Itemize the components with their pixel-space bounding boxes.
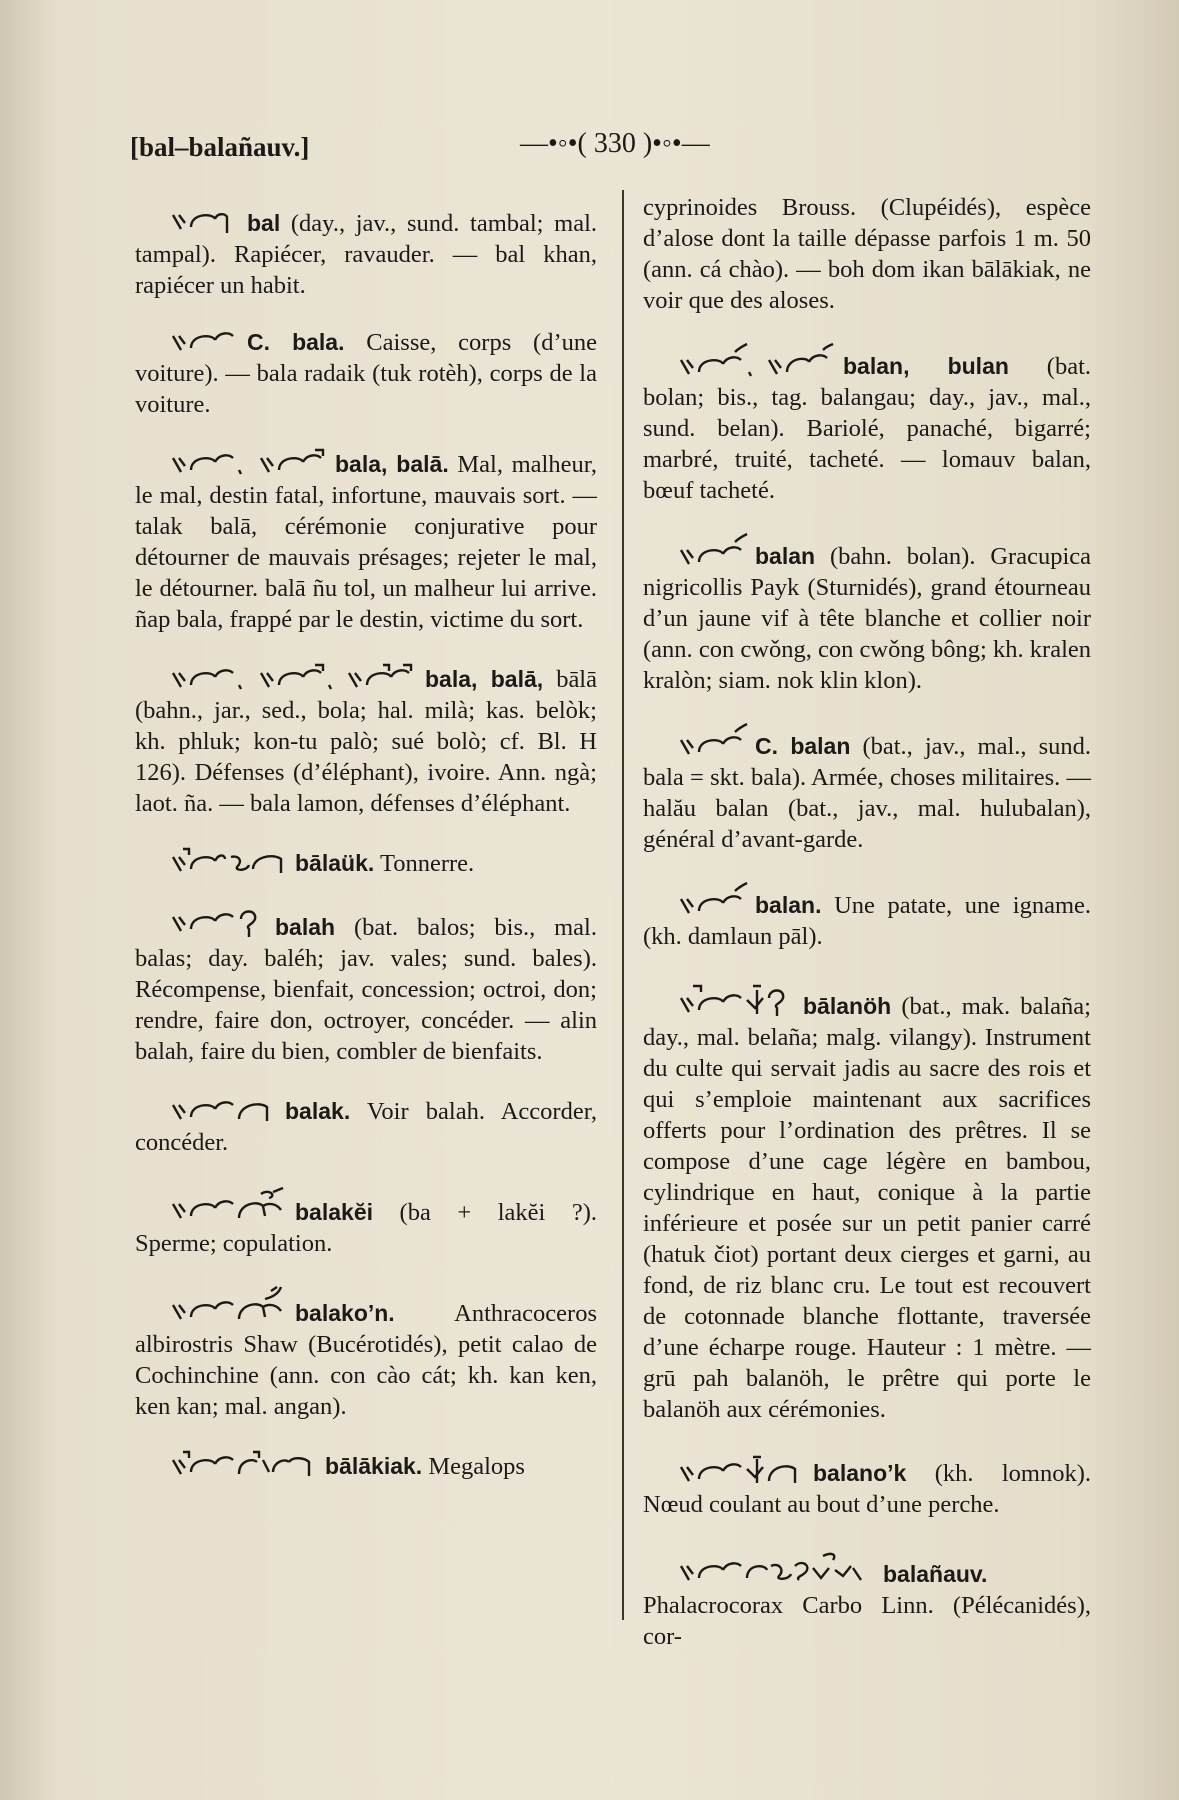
cham-script-balakei-icon: [169, 1184, 289, 1224]
dictionary-entry: [135, 661, 597, 819]
headword: C. balan: [755, 733, 851, 759]
headword: balako’n.: [295, 1300, 395, 1326]
right-column: [643, 192, 1091, 1652]
entry-text: Mal, malheur, le mal, destin fatal, infortune, mauvais sort. — talak balā, cérémonie conjurative pour détourner de mauvais présages; rejeter le mal, le détourner. balā ñu tol, un malheur lui arrive. ñap bala, frappé par le destin, victime du sort.: [135, 451, 598, 633]
entry-text: Voir balah. Accorder, concéder.: [135, 1098, 597, 1156]
cham-script-bala-1-icon: [169, 328, 241, 354]
entry-text: (bat. balos; bis., mal. balas; day. baléh; jav. vales; sund. bales). Récompense, bienfait, concession; octroi, don; rendre, faire don, octroyer, concéder. — alin balah, faire du bien, combler de bienfaits.: [135, 914, 597, 1065]
dictionary-entry: [135, 1285, 597, 1422]
cham-script-balan-4-icon: [677, 881, 749, 917]
cham-script-balakiak-icon: [169, 1448, 319, 1478]
entry-text: (bat. bolan; bis., tag. balangau; day., jav., mal., sund. belan). Bariolé, panaché, bigarré; marbré, truité, tacheté. — lomauv balan, bœuf tacheté.: [643, 353, 1091, 504]
entry-text: Caisse, corps (d’une voiture). — bala radaik (tuk rotèh), corps de la voiture.: [135, 329, 597, 418]
headword: bala, balā.: [335, 451, 449, 477]
dictionary-entry: [643, 1546, 1091, 1652]
cham-script-bala-2-icon: [169, 446, 329, 476]
entry-text: (day., jav., sund. tambal; mal. tampal). Rapiécer, ravauder. — bal khan, rapiécer un habit.: [135, 210, 597, 299]
cham-script-balah-icon: [169, 905, 269, 939]
dictionary-entry: [135, 905, 597, 1067]
cham-script-balanauv-icon: [677, 1546, 877, 1586]
dictionary-entry-continued: [643, 192, 1091, 316]
dictionary-entry: [135, 446, 597, 635]
entry-text: (kh. lomnok). Nœud coulant au bout d’une perche.: [643, 1460, 1091, 1518]
entry-text: (bat., mak. balaña; day., mal. belaña; malg. vilangy). Instrument du culte qui servait jadis au sacre des rois et qui s’emploie maintenant aux sacrifices offerts pour l’ordination des prêtres. Il se compose d’une cage légère en bambou, cylindrique en haut, conique à la partie inférieure et posée sur un petit panier carré (hatuk čiot) portant deux cierges et garni, au fond, de riz blanc cru. Le tout est recouvert de cotonnade blanche flottante, traversée d’une écharpe rouge. Hauteur : 1 mètre. — grū pah balanöh, le prêtre qui porte le balanöh aux cérémonies.: [643, 993, 1091, 1423]
cham-script-balan-2-icon: [677, 532, 749, 568]
headword: bālaük.: [295, 850, 375, 876]
page-number: —•◦•( 330 )•◦•—: [520, 128, 710, 159]
cham-script-balanoh-icon: [677, 978, 797, 1018]
dictionary-entry: [135, 1448, 597, 1482]
headword: C. bala.: [247, 329, 345, 355]
dictionary-entry: [643, 342, 1091, 506]
dictionary-entry: [135, 208, 597, 301]
headword: bālanöh: [803, 993, 892, 1019]
dictionary-entry: [643, 1451, 1091, 1520]
cham-script-balauk-icon: [169, 845, 289, 875]
headword: balan: [755, 543, 816, 569]
headword: balak.: [285, 1098, 351, 1124]
dictionary-entry: [135, 1184, 597, 1259]
entry-text: Tonnerre.: [374, 850, 475, 877]
entry-text: Phalacrocorax Carbo Linn. (Pélécanidés), cor-: [643, 1592, 1091, 1650]
headword: bālākiak.: [325, 1453, 423, 1479]
entry-text: cyprinoides Brouss. (Clupéidés), espèce d’alose dont la taille dépasse parfois 1 m. 50 (ann. cá chào). — boh dom ikan bālākiak, ne voir que des aloses.: [643, 194, 1091, 314]
entry-text: (bat., jav., mal., sund. bala = skt. bala). Armée, choses militaires. — halău balan (bat., jav., mal. hulubalan), général d’avant-garde.: [643, 733, 1091, 853]
entry-text: Megalops: [422, 1453, 525, 1480]
dictionary-entry: [643, 881, 1091, 952]
cham-script-bala-3-icon: [169, 661, 419, 691]
headword: balañauv.: [883, 1561, 988, 1587]
column-divider: [622, 190, 624, 1620]
headword: bal: [247, 210, 281, 236]
dictionary-entry: [643, 532, 1091, 696]
headword: balano’k: [813, 1460, 907, 1486]
entry-text: (bahn. bolan). Gracupica nigricollis Payk (Sturnidés), grand étourneau d’un jaune vif à tête blanche et collier noir (ann. con cwǒng, con cwǒng bông; kh. kralen kralòn; siam. nok klin klon).: [643, 543, 1091, 694]
page-header: [130, 128, 1105, 178]
entry-text: bālā (bahn., jar., sed., bola; hal. milà; kas. belòk; kh. phluk; kon-tu palò; sué bolò; cf. Bl. H 126). Défenses (d’éléphant), ivoire. Ann. ngà; laot. ña. — bala lamon, défenses d’éléphant.: [135, 666, 597, 817]
cham-script-balan-1-icon: [677, 342, 837, 378]
cham-script-balakon-icon: [169, 1285, 289, 1325]
cham-script-balak-icon: [169, 1093, 279, 1123]
dictionary-entry: [135, 1093, 597, 1158]
entry-text: Une patate, une igname. (kh. damlaun pāl).: [643, 892, 1091, 950]
headword: balan.: [755, 892, 822, 918]
cham-script-balanok-icon: [677, 1451, 807, 1485]
headword: bala, balā,: [425, 666, 544, 692]
headword: balakĕi: [295, 1199, 373, 1225]
cham-script-balan-3-icon: [677, 722, 749, 758]
left-column: [135, 208, 597, 1482]
dictionary-entry: [135, 845, 597, 879]
dictionary-entry: [135, 327, 597, 420]
headword: balah: [275, 914, 336, 940]
dictionary-entry: [643, 978, 1091, 1425]
entry-text: Anthracoceros albirostris Shaw (Bucérotidés), petit calao de Cochinchine (ann. con cào cát; kh. kan ken, ken kan; mal. angan).: [135, 1300, 597, 1420]
headword: balan, bulan: [843, 353, 1009, 379]
cham-script-bal-icon: [169, 209, 241, 235]
dictionary-entry: [643, 722, 1091, 855]
running-head: [bal–balañauv.]: [130, 132, 310, 162]
entry-text: (ba + lakĕi ?). Sperme; copulation.: [135, 1199, 597, 1257]
